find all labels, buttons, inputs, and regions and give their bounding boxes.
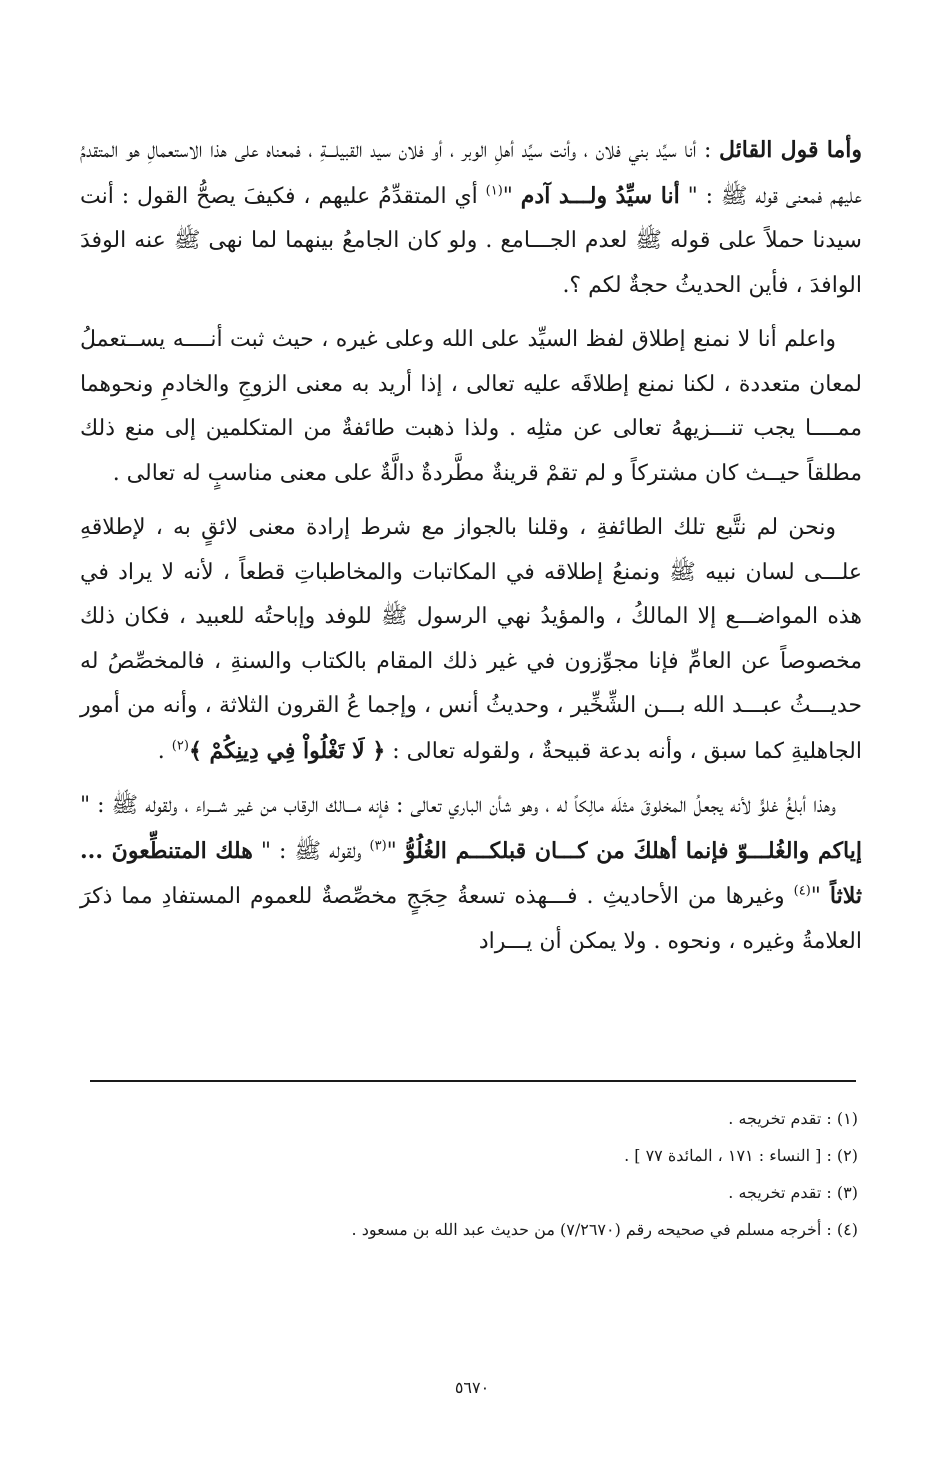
text-run: : أنا سيِّد بني فلان ، وأنت سيِّد أهلِ الوبر ، أو فلان سيد القبيلـــةِ ، فمعناه على هذا الاستعمالِ هو المتقدمُ عليهم فمعنى قوله ﷺ : " — [80, 138, 862, 209]
emphasis-text: هلك المتنطِّعونَ ... ثلاثاً — [80, 837, 862, 909]
footnote-reference: (١) — [485, 183, 503, 199]
paragraph-4 — [80, 784, 862, 964]
text-run: . — [157, 738, 172, 764]
text-run: ونحن لم نتَّبع تلك الطائفةِ ، وقلنا بالجواز مع شرط إرادة معنى لائقٍ به ، لإطلاقهِ علـــى لسان نبيه ﷺ ونمنعُ إطلاقه في المكاتبات والمخاطباتِ قطعاً ، لأنه لا يراد في هذه المواضـــع إلا المالكُ ، والمؤيدُ نهي الرسول ﷺ للوفد وإباحتُه للعبيد ، فكان ذلك مخصوصاً عن العامِّ فإنا مجوِّزون في غير ذلك المقام بالكتاب والسنةِ ، فالمخصِّصُ له حديـــثُ عبـــد الله بـــن الشِّخِّير ، وحديثُ أنس ، وإجما عُ القرون الثلاثة ، وأنه من أمور الجاهليةِ كما سبق ، وأنه بدعة قبيحةٌ ، ولقوله تعالى : — [80, 515, 862, 764]
emphasis-text: أنا سيِّدُ ولـــد آدم — [520, 182, 680, 209]
footnote-4: (٤) : أخرجه مسلم في صحيحه رقم (٧/٢٦٧٠) من حديث عبد الله بن مسعود . — [351, 1220, 858, 1239]
text-run: أي المتقدِّمُ عليهم ، فكيفَ يصحُّ القول : أنت سيدنا حملاً على قوله ﷺ لعدم الجـــامع . ولو كان الجامعُ بينهما لما نهى ﷺ عنه الوفدَ الوافدَ ، فأين الحديثُ حجةٌ لكم ؟. — [80, 183, 862, 298]
text-run: وهذا أبلغُ غلوٍّ لأنه يجعلُ المخلوقَ مثلَه مالِكاً له ، وهو شأن الباري تعالى : فإنه مـــالك الرقاب من غير شـــراء ، ولقوله ﷺ : " — [80, 793, 836, 818]
paragraph-3 — [80, 506, 862, 774]
emphasis-text: إياكم والغُلـــوّ فإنما أهلكَ من كـــان قبلكـــم الغُلُوُّ — [404, 837, 862, 864]
text-run: " — [502, 183, 521, 209]
paragraph-2 — [80, 318, 862, 496]
page-number: ٥٦٧٠ — [454, 1378, 490, 1397]
footnote-1: (١) : تقدم تخريجه . — [728, 1109, 858, 1128]
text-run: وغيرها من الأحاديثِ . فـــهذه تسعةُ حِجَجٍ مخصِّصةٌ للعموم المستفادِ مما ذكرَ العلامةُ وغيره ، ونحوه . ولا يمكن أن يـــراد — [80, 884, 862, 954]
text-run: واعلم أنا لا نمنع إطلاق لفظ السيِّد على الله وعلى غيره ، حيث ثبت أنــــه يســتعملُ لمعان متعددة ، لكنا نمنع إطلاقَه عليه تعالى ، إذا أريد به معنى الزوجِ والخادمِ ونحوهما ممــــا يجب تنـــزيههُ تعالى عن مثلِه . ولذا ذهبت طائفةٌ من المتكلمين إلى منع ذلك مطلقاً حيــث كان مشتركاً و لم تقمْ قرينةٌ مطَّردةٌ دالَّةٌ على معنى مناسبٍ له تعالى . — [80, 327, 862, 486]
footnote-3: (٣) : تقدم تخريجه . — [728, 1183, 858, 1202]
quran-quote: ﴿ لَا تَغْلُواْ فِي دِينِكُمْ ﴾ — [188, 737, 386, 764]
footnote-reference: (٣) — [369, 838, 387, 854]
footnotes — [90, 1100, 858, 1248]
footnote-reference: (٢) — [171, 738, 189, 754]
paragraph-1 — [80, 128, 862, 308]
text-run: ولقوله ﷺ : " — [252, 838, 370, 864]
footnote-2: (٢) : [ النساء : ١٧١ ، المائدة ٧٧ ] . — [624, 1146, 858, 1165]
main-text — [80, 128, 862, 964]
text-run: " — [386, 838, 405, 864]
emphasis-text: وأما قول القائل — [718, 137, 862, 163]
footnote-reference: (٤) — [793, 883, 811, 899]
text-run: " — [810, 884, 830, 909]
footnote-divider — [90, 1080, 856, 1082]
